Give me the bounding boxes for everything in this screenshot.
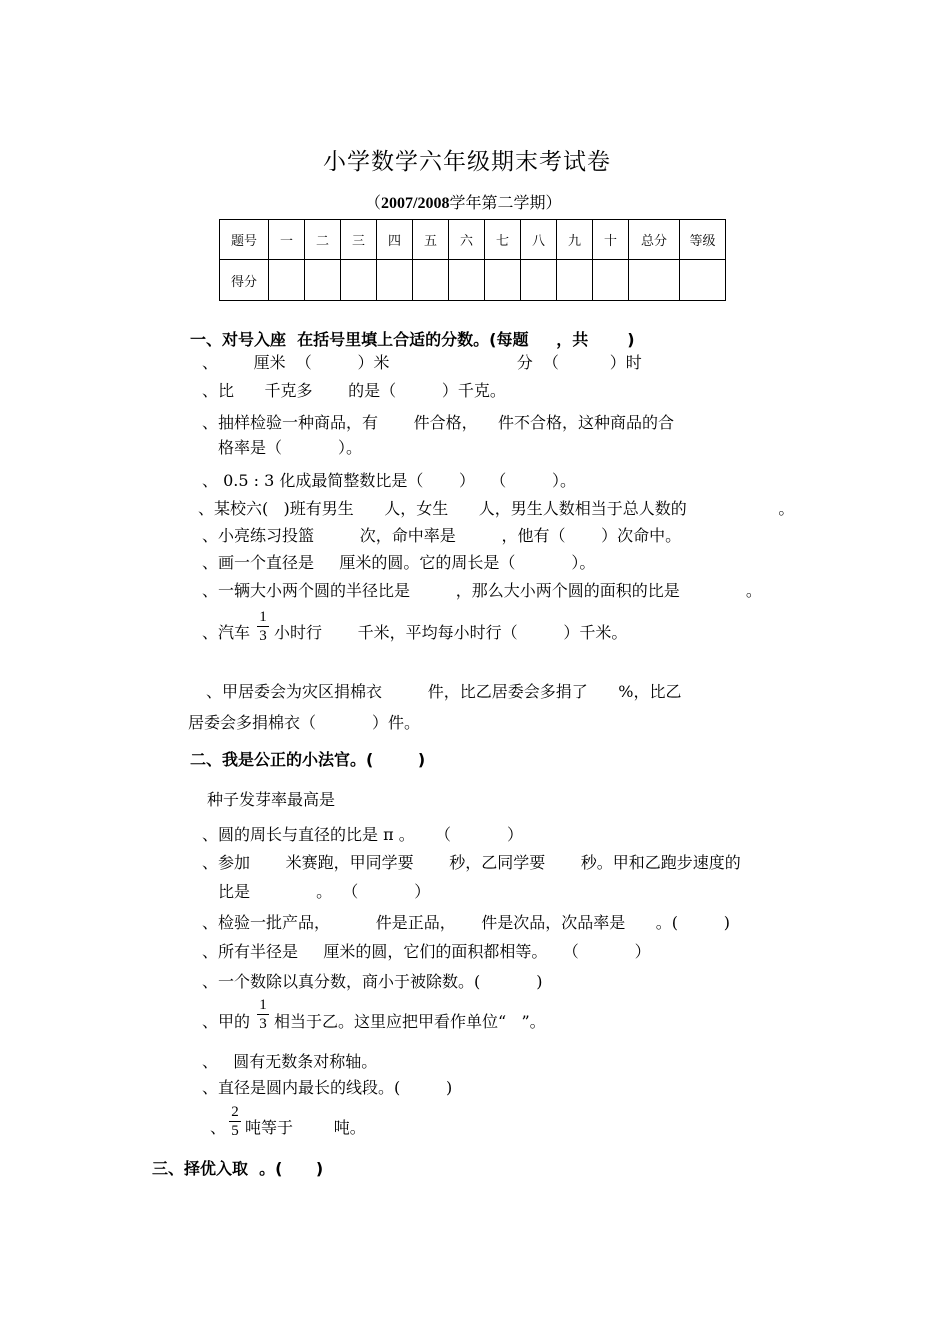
s1-question-6: 、小亮练习投篮 次，命中率是 ，他有（ ）次命中。	[202, 526, 682, 545]
s1-question-9-fraction	[257, 609, 269, 644]
header-cell-9: 九	[557, 220, 593, 260]
s1-question-2: 、比 千克多 的是（ ）千克。	[202, 381, 506, 400]
score-cell[interactable]	[449, 260, 485, 301]
s2-question-0: 种子发芽率最高是	[207, 790, 336, 809]
header-cell-10: 十	[593, 220, 629, 260]
score-cell[interactable]	[485, 260, 521, 301]
s1-question-9-pre: 、汽车	[202, 623, 251, 642]
s1-question-1: 、 厘米 （ ）米 分 （ ）时	[202, 353, 642, 372]
fraction-numerator: 2	[231, 1104, 239, 1120]
fraction-denominator: 3	[259, 628, 267, 644]
header-cell-grade: 等级	[680, 220, 726, 260]
s2-question-5: 、一个数除以真分数，商小于被除数。( )	[202, 972, 543, 991]
score-cell[interactable]	[557, 260, 593, 301]
s2-question-6-fraction	[257, 997, 269, 1032]
subtitle-open: （	[365, 193, 382, 212]
score-cell[interactable]	[269, 260, 305, 301]
s2-question-7: 、 圆有无数条对称轴。	[202, 1052, 378, 1071]
s2-question-6-post: 相当于乙。这里应把甲看作单位“ ”。	[274, 1012, 546, 1031]
fraction-bar	[257, 626, 269, 627]
header-cell-2: 二	[305, 220, 341, 260]
s1-question-10-line1: 、甲居委会为灾区捐棉衣 件，比乙居委会多捐了 %，比乙	[206, 682, 682, 701]
section2-heading: 二、我是公正的小法官。( )	[190, 750, 426, 769]
score-table-header-row	[220, 220, 726, 260]
fraction-bar	[229, 1121, 241, 1122]
fraction-numerator: 1	[259, 997, 267, 1013]
s2-question-3: 、检验一批产品， 件是正品， 件是次品，次品率是 。( )	[202, 913, 730, 932]
s2-question-2-line2: 比是 。 （ ）	[218, 882, 431, 901]
s1-question-5: 、某校六( )班有男生 人，女生 人，男生人数相当于总人数的 。	[198, 499, 795, 518]
score-cell[interactable]	[305, 260, 341, 301]
score-row-label: 得分	[220, 260, 269, 301]
header-cell-7: 七	[485, 220, 521, 260]
s2-question-9-post: 吨等于 吨。	[245, 1118, 366, 1137]
s2-question-1: 、圆的周长与直径的比是 π 。 （ ）	[202, 825, 523, 844]
score-table-score-row	[220, 260, 726, 301]
score-cell[interactable]	[377, 260, 413, 301]
s1-question-4: 、 0.5 : 3 化成最简整数比是（ ） （ ）。	[202, 471, 576, 490]
header-cell-1: 一	[269, 220, 305, 260]
score-cell[interactable]	[413, 260, 449, 301]
score-cell-total[interactable]	[629, 260, 680, 301]
header-cell-total: 总分	[629, 220, 680, 260]
s1-question-10-line2: 居委会多捐棉衣（ ）件。	[188, 713, 420, 732]
s2-question-8: 、直径是圆内最长的线段。( )	[202, 1078, 453, 1097]
header-cell-label: 题号	[220, 220, 269, 260]
s1-question-3-line1: 、抽样检验一种商品，有 件合格， 件不合格，这种商品的合	[202, 413, 674, 432]
score-cell[interactable]	[521, 260, 557, 301]
header-cell-8: 八	[521, 220, 557, 260]
s2-question-9-fraction	[229, 1104, 241, 1139]
header-cell-4: 四	[377, 220, 413, 260]
s2-question-4: 、所有半径是 厘米的圆，它们的面积都相等。 （ ）	[202, 942, 651, 961]
fraction-denominator: 3	[259, 1016, 267, 1032]
s1-question-7: 、画一个直径是 厘米的圆。它的周长是（ ）。	[202, 553, 596, 572]
section1-heading: 一、对号入座 在括号里填上合适的分数。(每题 ，共 )	[190, 330, 635, 349]
subtitle-year: 2007/2008	[381, 195, 450, 212]
score-table	[219, 219, 726, 301]
exam-subtitle	[365, 190, 561, 213]
section3-heading: 三、择优入取 。( )	[152, 1159, 324, 1178]
header-cell-6: 六	[449, 220, 485, 260]
fraction-numerator: 1	[259, 609, 267, 625]
exam-title: 小学数学六年级期末考试卷	[323, 149, 611, 175]
score-cell[interactable]	[341, 260, 377, 301]
s2-question-2-line1: 、参加 米赛跑，甲同学要 秒，乙同学要 秒。甲和乙跑步速度的	[202, 853, 741, 872]
s2-question-9-pre: 、	[210, 1118, 227, 1137]
s1-question-8: 、一辆大小两个圆的半径比是 ，那么大小两个圆的面积的比是 。	[202, 581, 762, 600]
s1-question-9-post: 小时行 千米，平均每小时行（ ）千米。	[274, 623, 628, 642]
header-cell-3: 三	[341, 220, 377, 260]
score-cell[interactable]	[593, 260, 629, 301]
header-cell-5: 五	[413, 220, 449, 260]
score-cell-grade[interactable]	[680, 260, 726, 301]
s1-question-3-line2: 格率是（ ）。	[218, 438, 362, 457]
fraction-denominator: 5	[231, 1123, 239, 1139]
fraction-bar	[257, 1014, 269, 1015]
subtitle-rest: 学年第二学期）	[449, 193, 562, 212]
s2-question-6-pre: 、甲的	[202, 1012, 251, 1031]
